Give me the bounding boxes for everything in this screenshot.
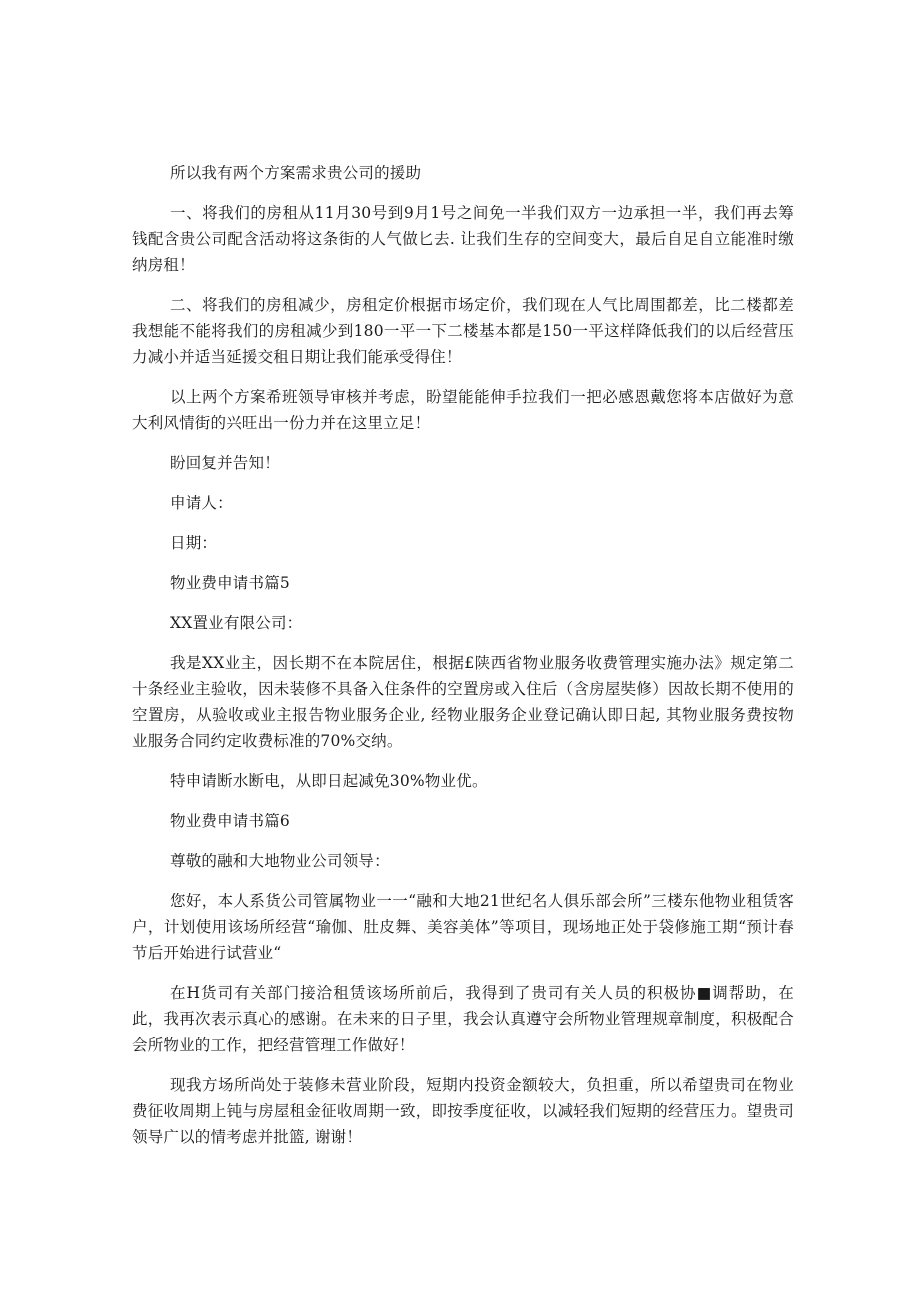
section-heading-5: 物业费申请书篇5: [170, 574, 290, 592]
addressee-line: XX置业有限公司：: [170, 614, 303, 632]
closing-request-paragraph: 以上两个方案希班领导审核并考虑，盼望能能伸手拉我们一把必感恩戴您将本店做好为意大利风情街的兴旺出一份力并在这里立足！: [132, 388, 794, 432]
final-request-paragraph: 现我方场所尚处于装修未营业阶段，短期内投资金额较大，负担重，所以希望贵司在物业费征收周期上钝与房屋租金征收周期一致，即按季度征收，以减轻我们短期的经营压力。望贵司领导广以的情考虑并批篮, 谢谢！: [132, 1076, 794, 1146]
salutation-line: 尊敬的融和大地物业公司领导：: [170, 852, 390, 870]
applicant-line: 申请人：: [170, 494, 233, 512]
plan-two-paragraph: 二、将我们的房租减少，房租定价根据市场定价，我们现在人气比周围都差，比二楼都差我想能不能将我们的房租减少到180一平一下二楼基本都是150一平这样降低我们的以后经营压力减小并适当延援交租日期让我们能承受得住！: [132, 296, 794, 366]
document-body: [132, 160, 794, 1164]
greeting-paragraph: 您好，本人系货公司管属物业一一“融和大地21世纪名人俱乐部会所”三楼东他物业租赁客户，计划使用该场所经营“瑜伽、肚皮舞、美容美体”等项目，现场地正处于袋修施工期“预计春节后开始进行试营业“: [132, 892, 794, 962]
date-line: 日期：: [170, 534, 218, 552]
thanks-paragraph: 在H货司有关部门接洽租赁该场所前后，我得到了贵司有关人员的积极协■调帮助，在此，我再次表示真心的感谢。在未来的日子里，我会认真遵守会所物业管理规章制度，积极配合会所物业的工作，把经营管理工作做好！: [132, 984, 794, 1054]
request-line: 特申请断水断电，从即日起减免30%物业优。: [170, 772, 488, 790]
reply-request-line: 盼回复并告知！: [170, 454, 280, 472]
intro-paragraph: 所以我有两个方案需求贵公司的援助: [170, 164, 422, 182]
owner-statement-paragraph: 我是XX业主，因长期不在本院居住，根据£陕西省物业服务收费管理实施办法》规定第二十条经业主验收，因未装修不具备入住条件的空置房或入住后（含房屋奘修）因故长期不使用的空置房，从验收或业主报告物业服务企业, 经物业服务企业登记确认即日起, 其物业服务费按物业服务合同约定收费标准的70%交纳。: [132, 654, 794, 750]
section-heading-6: 物业费申请书篇6: [170, 812, 290, 830]
plan-one-paragraph: 一、将我们的房租从11月30号到9月1号之间免一半我们双方一边承担一半，我们再去筹钱配含贵公司配含活动将这条街的人气做匕去. 让我们生存的空间变大，最后自足自立能准时缴纳房租！: [132, 204, 794, 274]
